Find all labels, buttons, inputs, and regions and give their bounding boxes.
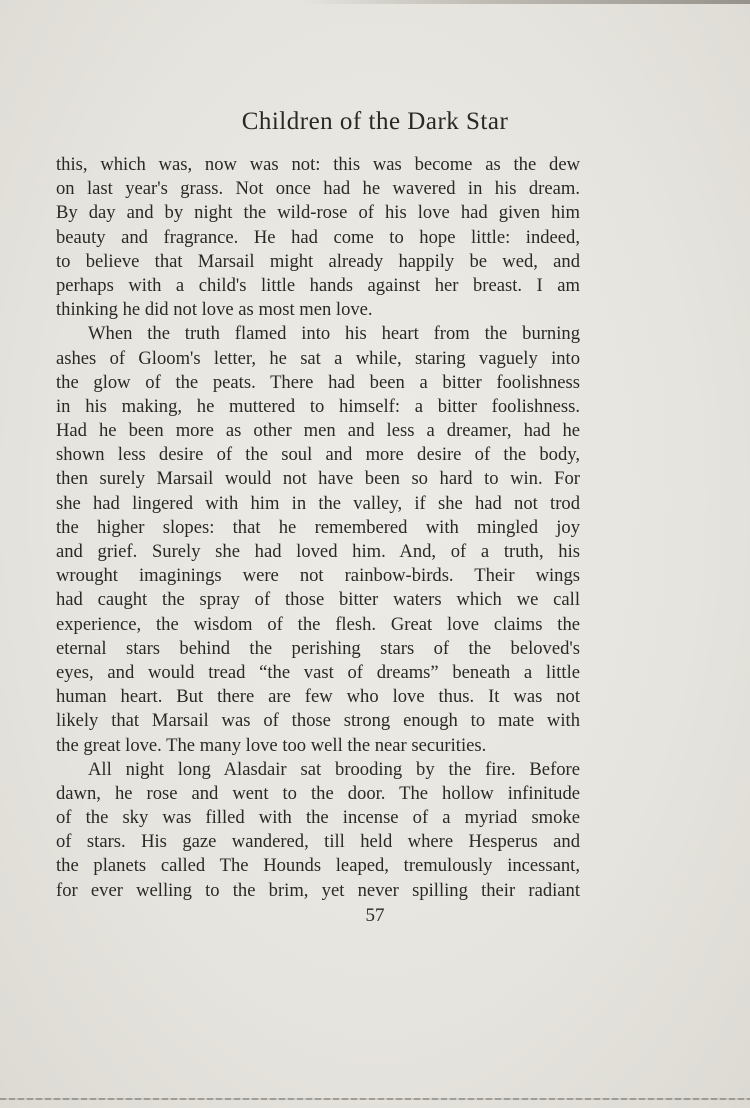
running-head: Children of the Dark Star (241, 108, 509, 135)
text-line: then surely Marsail would not have been so hard to win. For (56, 468, 580, 490)
page-top-edge (300, 0, 750, 4)
text-line: had caught the spray of those bitter waters which we call (56, 589, 580, 611)
text-line: likely that Marsail was of those strong enough to mate with (56, 710, 580, 732)
text-line: on last year's grass. Not once had he wavered in his dream. (56, 178, 580, 200)
text-line: When the truth flamed into his heart from the burning (88, 323, 580, 345)
text-line: in his making, he muttered to himself: a bitter foolishness. (56, 395, 580, 417)
text-line: By day and by night the wild-rose of his love had given him (56, 202, 580, 224)
text-line: for ever welling to the brim, yet never spilling their radiant (56, 879, 580, 901)
text-line: experience, the wisdom of the flesh. Great love claims the (56, 613, 580, 635)
text-line: and grief. Surely she had loved him. And, of a truth, his (56, 541, 580, 562)
text-line: Had he been more as other men and less a dreamer, had he (56, 420, 580, 442)
text-line: shown less desire of the soul and more desire of the body, (56, 444, 580, 466)
text-line: the great love. The many love too well the near securities. (56, 734, 487, 756)
text-line: All night long Alasdair sat brooding by the fire. Before (88, 758, 580, 780)
text-line: of the sky was filled with the incense of a myriad smoke (56, 807, 580, 829)
text-line: to believe that Marsail might already happily be wed, and (56, 250, 580, 272)
text-line: the higher slopes: that he remembered with mingled joy (56, 516, 580, 538)
text-line: ashes of Gloom's letter, he sat a while, staring vaguely into (56, 347, 580, 369)
text-line: the glow of the peats. There had been a bitter foolishness (56, 371, 580, 393)
text-line: thinking he did not love as most men love. (56, 299, 373, 321)
text-line: dawn, he rose and went to the door. The hollow infinitude (56, 782, 580, 804)
text-line: she had lingered with him in the valley, if she had not trod (56, 492, 580, 514)
text-line: beauty and fragrance. He had come to hope little: indeed, (56, 226, 580, 248)
page-bottom-edge (0, 1098, 750, 1100)
text-line: of stars. His gaze wandered, till held where Hesperus and (56, 831, 580, 853)
text-line: eternal stars behind the perishing stars of the beloved's (56, 637, 580, 659)
text-line: perhaps with a child's little hands against her breast. I am (56, 274, 580, 296)
text-line: this, which was, now was not: this was become as the dew (56, 154, 580, 175)
text-line: eyes, and would tread “the vast of dreams” beneath a little (56, 661, 580, 683)
body-text (56, 153, 580, 903)
text-line: the planets called The Hounds leaped, tremulously incessant, (56, 855, 580, 877)
text-line: human heart. But there are few who love thus. It was not (56, 686, 580, 708)
text-line: wrought imaginings were not rainbow-birds. Their wings (56, 565, 580, 587)
page-number: 57 (365, 905, 385, 926)
